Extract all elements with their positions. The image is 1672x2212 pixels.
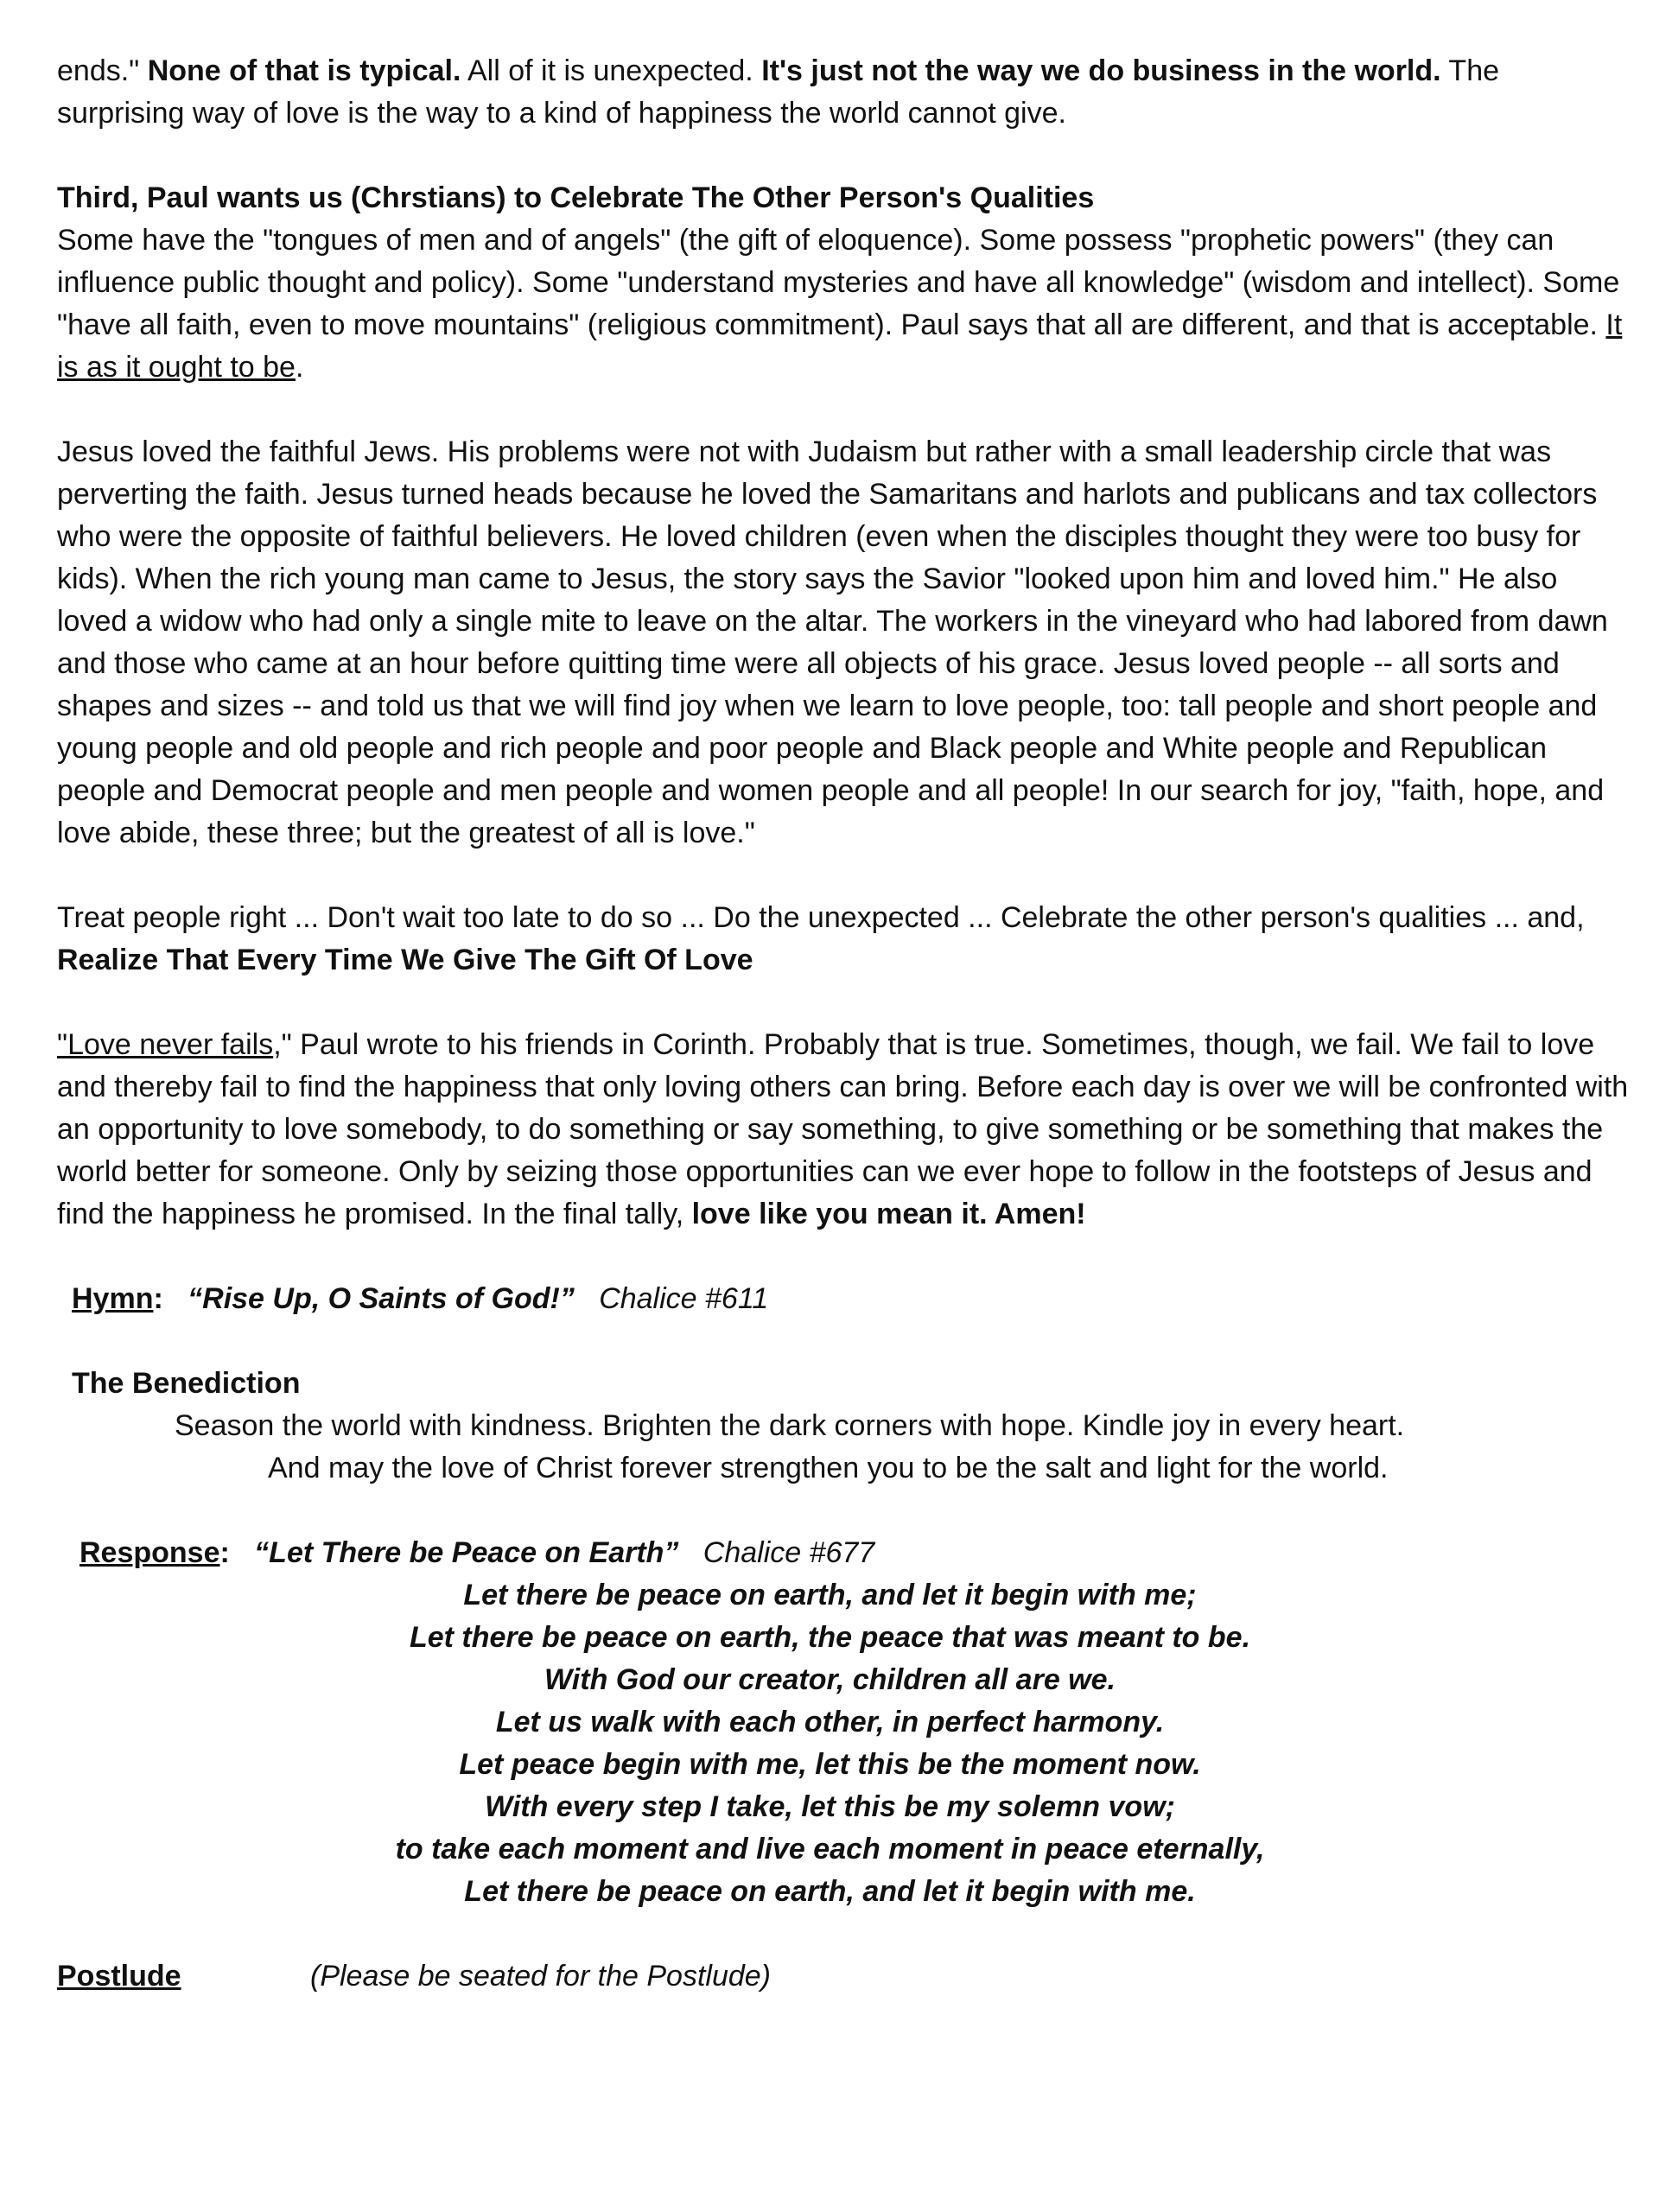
response-verse xyxy=(57,1574,1629,1913)
benediction-title: The Benediction xyxy=(72,1367,301,1400)
text-segment: ends." xyxy=(57,54,148,87)
section-celebrate-qualities xyxy=(57,177,1629,389)
benediction-line: And may the love of Christ forever strengthen you to be the salt and light for the world. xyxy=(268,1452,1389,1484)
hymn-label: Hymn xyxy=(72,1282,154,1315)
response-label: Response xyxy=(79,1536,220,1569)
postlude-line xyxy=(57,1955,1629,1998)
section-heading: Third, Paul wants us (Chrstians) to Celebrate The Other Person's Qualities xyxy=(57,181,1095,214)
response-reference: Chalice #677 xyxy=(702,1536,875,1569)
verse-line: Let there be peace on earth, and let it begin with me; xyxy=(463,1579,1197,1611)
paragraph-love-never-fails xyxy=(57,1024,1629,1236)
text-segment: Some have the "tongues of men and of angels" (the gift of eloquence). Some possess "prophetic powers" (they can influence public thought and policy). Some "understand mysteries and have all knowledge" (wisdom and intellect). Some "have all faith, even to move mountains" (religious commitment). Paul says that all are different, and that is acceptable. xyxy=(57,224,1620,341)
underlined-phrase: It is as it ought to be xyxy=(57,308,1623,384)
verse-line: With God our creator, children all are we. xyxy=(544,1663,1116,1696)
text-segment: ," Paul wrote to his friends in Corinth. Probably that is true. Sometimes, though, we fail. We fail to love and thereby fail to find the happiness that only loving others can bring. Before each day is over we will be confronted with an opportunity to love somebody, to do something or say something, to give something or be something that makes the world better for someone. Only by seizing those opportunities can we ever hope to follow in the footsteps of Jesus and find the happiness he promised. In the final tally, xyxy=(57,1028,1629,1230)
section-body xyxy=(57,219,1629,389)
verse-line: Let us walk with each other, in perfect harmony. xyxy=(495,1706,1165,1738)
bold-phrase: It's just not the way we do business in the world. xyxy=(761,54,1441,87)
verse-line: Let there be peace on earth, and let it begin with me. xyxy=(464,1875,1196,1908)
text-segment: . xyxy=(295,351,304,384)
paragraph-treat-people-right xyxy=(57,897,1629,982)
bold-phrase: None of that is typical. xyxy=(147,54,461,87)
benediction-line: Season the world with kindness. Brighten the dark corners with hope. Kindle joy in every heart. xyxy=(175,1409,1405,1442)
bold-phrase: Realize That Every Time We Give The Gift Of Love xyxy=(57,944,753,976)
hymn-title: “Rise Up, O Saints of God!” xyxy=(188,1282,575,1315)
bold-phrase: love like you mean it. Amen! xyxy=(691,1198,1086,1230)
verse-line: to take each moment and live each moment in peace eternally, xyxy=(395,1833,1265,1866)
response-title: “Let There be Peace on Earth” xyxy=(254,1536,679,1569)
response-colon: : xyxy=(219,1536,230,1569)
underlined-phrase: "Love never fails xyxy=(57,1028,274,1061)
text-segment: All of it is unexpected. xyxy=(461,54,762,87)
hymn-colon: : xyxy=(153,1282,163,1315)
paragraph-unexpected-love xyxy=(57,50,1629,135)
hymn-line xyxy=(57,1278,1629,1320)
verse-line: Let there be peace on earth, the peace that was meant to be. xyxy=(409,1621,1251,1654)
text-segment: The surprising way of love is the way to a kind of happiness the world cannot give. xyxy=(57,54,1500,130)
postlude-note: (Please be seated for the Postlude) xyxy=(310,1960,771,1993)
paragraph-jesus-loved: Jesus loved the faithful Jews. His problems were not with Judaism but rather with a small leadership circle that was perverting the faith. Jesus turned heads because he loved the Samaritans and harlots and publicans and tax collectors who were the opposite of faithful believers. He loved children (even when the disciples thought they were too busy for kids). When the rich young man came to Jesus, the story says the Savior "looked upon him and loved him." He also loved a widow who had only a single mite to leave on the altar. The workers in the vineyard who had labored from dawn and those who came at an hour before quitting time were all objects of his grace. Jesus loved people -- all sorts and shapes and sizes -- and told us that we will find joy when we learn to love people, too: tall people and short people and young people and old people and rich people and poor people and Black people and White people and Republican people and Democrat people and men people and women people and all people! In our search for joy, "faith, hope, and love abide, these three; but the greatest of all is love." xyxy=(57,435,1608,849)
text-segment: Treat people right ... Don't wait too late to do so ... Do the unexpected ... Celebrate the other person's qualities ... and, xyxy=(57,901,1585,934)
hymn-reference: Chalice #611 xyxy=(599,1282,769,1315)
postlude-label: Postlude xyxy=(57,1960,181,1993)
response-line xyxy=(57,1532,1629,1574)
verse-line: Let peace begin with me, let this be the moment now. xyxy=(459,1748,1201,1781)
verse-line: With every step I take, let this be my solemn vow; xyxy=(485,1790,1175,1823)
